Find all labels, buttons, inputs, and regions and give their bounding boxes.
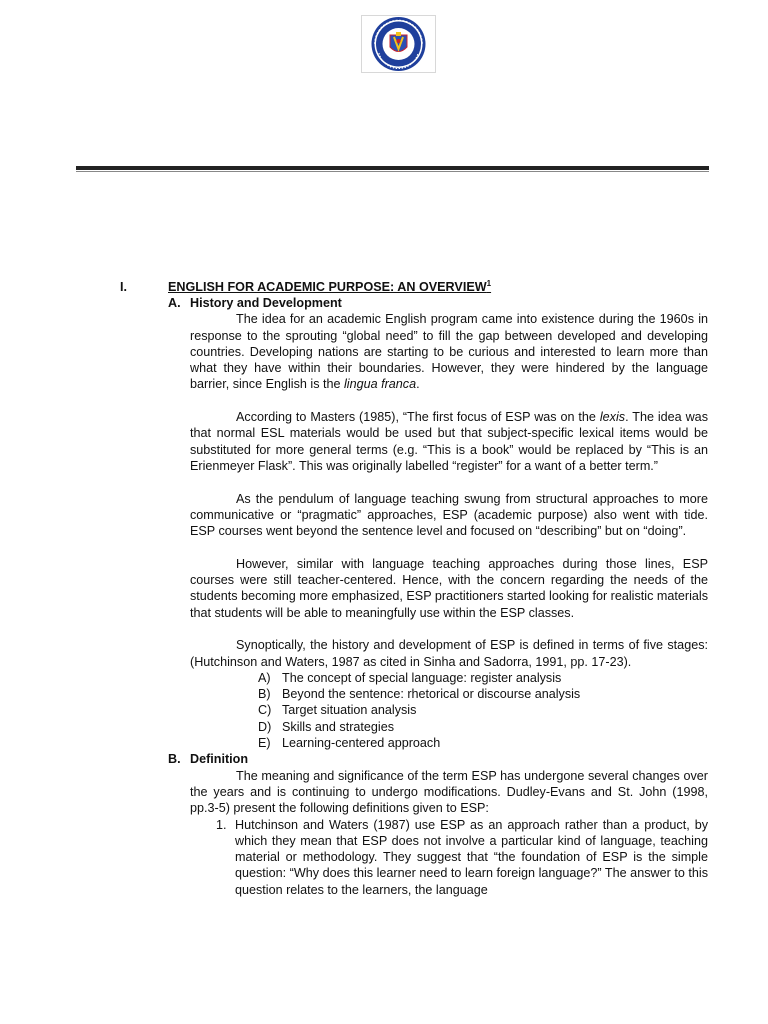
list-marker: B) [258, 687, 271, 702]
list-marker: D) [258, 719, 272, 734]
emphasis-text: lingua franca [344, 377, 417, 392]
list-item-text: Hutchinson and Waters (1987) use ESP as an approach rather than a product, by which they mean that ESP does not involve a particular kind of language, teaching material or methodology. They suggest that “the foundation of ESP is the simple question: “Why does this learner need to learn foreign language?” The answer to this question relates to the learners, the language [235, 817, 708, 897]
list-item-text: Skills and strategies [282, 719, 394, 734]
stages-list [120, 670, 708, 751]
document-body [120, 279, 708, 898]
subsection-a-letter: A. [168, 296, 181, 310]
subsection-b-title: Definition [190, 752, 249, 767]
deped-seal-logo [361, 15, 436, 73]
subsection-a-title: History and Development [190, 296, 342, 310]
paragraph-text: According to Masters (1985), “The first focus of ESP was on the [236, 410, 600, 425]
emphasis-text: lexis [599, 410, 626, 425]
subsection-b-letter: B. [168, 752, 181, 767]
definitions-list [120, 817, 708, 898]
list-item-text: Target situation analysis [282, 703, 417, 718]
paragraph [120, 311, 708, 392]
list-item-text: The concept of special language: register analysis [282, 670, 562, 685]
header-rule-thin [76, 171, 709, 172]
list-marker: 1. [216, 817, 227, 832]
section-title-text: ENGLISH FOR ACADEMIC PURPOSE: AN OVERVIEW [168, 280, 487, 294]
list-item [120, 719, 708, 735]
list-item [120, 686, 708, 702]
list-item [120, 817, 708, 898]
subsection-a-heading [120, 295, 708, 311]
list-item [120, 702, 708, 718]
section-title [168, 279, 491, 295]
footnote-mark: 1 [486, 278, 492, 288]
section-number: I. [120, 280, 127, 294]
header-rule [76, 166, 709, 170]
paragraph: However, similar with language teaching approaches during those lines, ESP courses were still teacher-centered. Hence, with the concern regarding the needs of the students becoming more emphasized, ESP practitioners started looking for realistic materials that students will be able to meaningfully use within the ESP classes. [190, 556, 708, 620]
paragraph-text: The idea for an academic English program came into existence during the 1960s in response to the sprouting “global need” to fill the gap between developed and developing countries. Developing nations are starting to be curious and interested to learn more than what they have within their boundaries. However, they were hindered by the language barrier, since English is the [190, 312, 708, 392]
list-item [120, 670, 708, 686]
paragraph: The meaning and significance of the term ESP has undergone several changes over the years and is continuing to undergo modifications. Dudley-Evans and St. John (1998, pp.3-5) present the following definitions given to ESP: [190, 768, 708, 816]
paragraph-text: . The idea was that normal ESL materials would be used but that subject-specific lexical items would be substituted for more general terms (e.g. “This is a book” would be replaced by “This is an Erienmeyer Flask”. This was originally labelled “register” for a want of a better term.” [190, 410, 708, 473]
list-marker: E) [258, 736, 271, 751]
paragraph: As the pendulum of language teaching swung from structural approaches to more communicative or “pragmatic” approaches, ESP (academic purpose) also went with tide. ESP courses went beyond the sentence level and focused on “describing” but on “doing”. [190, 491, 708, 539]
list-item-text: Learning-centered approach [282, 736, 441, 751]
list-marker: A) [258, 670, 271, 685]
subsection-b-heading [120, 751, 708, 767]
paragraph-text: . [416, 377, 420, 392]
list-marker: C) [258, 703, 272, 718]
paragraph [120, 409, 708, 474]
paragraph: Synoptically, the history and development of ESP is defined in terms of five stages: (Hutchinson and Waters, 1987 as cited in Sinha and Sadorra, 1991, pp. 17-23). [190, 638, 708, 669]
list-item-text: Beyond the sentence: rhetorical or discourse analysis [282, 687, 581, 702]
list-item [120, 735, 708, 751]
section-heading [120, 279, 708, 295]
